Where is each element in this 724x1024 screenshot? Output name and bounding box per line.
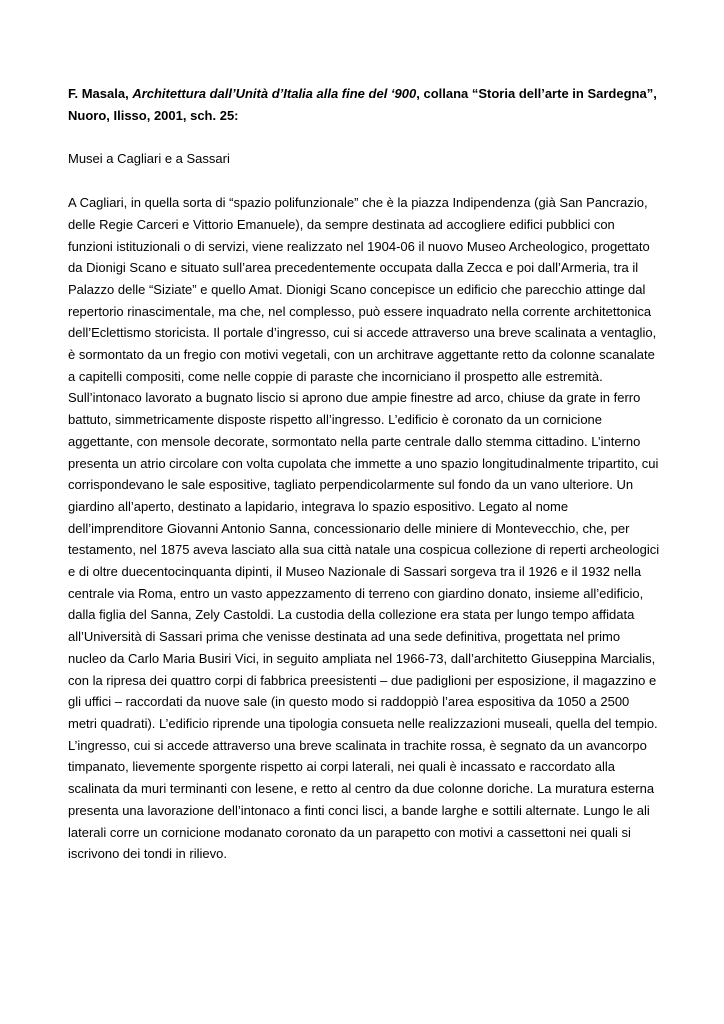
document-page (68, 83, 660, 865)
section-title: Musei a Cagliari e a Sassari (68, 151, 230, 167)
citation-title: Architettura dall’Unità d’Italia alla fine del ‘900 (132, 86, 417, 101)
citation-author: F. Masala, (68, 86, 133, 101)
citation-publication: Nuoro, Ilisso, 2001, sch. 25: (68, 107, 239, 123)
body-paragraph: A Cagliari, in quella sorta di “spazio polifunzionale” che è la piazza Indipendenza (già San Pancrazio, delle Regie Carceri e Vittorio Emanuele), da sempre destinata ad accogliere edifici pubblici con funzioni istituzionali o di servizi, viene realizzato nel 1904-06 il nuovo Museo Archeologico, progettato da Dionigi Scano e situato sull’area precedentemente occupata dalla Zecca e poi dall’Armeria, tra il Palazzo delle “Siziate” e quello Amat. Dionigi Scano concepisce un edificio che parecchio attinge dal repertorio rinascimentale, ma che, nel complesso, può essere inquadrato nella corrente architettonica dell’Eclettismo storicista. Il portale d’ingresso, cui si accede attraverso una breve scalinata a ventaglio, è sormontato da un fregio con motivi vegetali, con un architrave aggettante retto da colonne scanalate a capitelli compositi, come nelle coppie di paraste che incorniciano il prospetto alle estremità. Sull’intonaco lavorato a bugnato liscio si aprono due ampie finestre ad arco, chiuse da grate in ferro battuto, simmetricamente disposte rispetto all’ingresso. L’edificio è coronato da un cornicione aggettante, con mensole decorate, sormontato nella parte centrale dallo stemma cittadino. L’interno presenta un atrio circolare con volta cupolata che immette a uno spazio longitudinalmente tripartito, cui corrispondevano le sale espositive, tagliato perpendicolarmente sul fondo da un vano ulteriore. Un giardino all’aperto, destinato a lapidario, integrava lo spazio espositivo. Legato al nome dell’imprenditore Giovanni Antonio Sanna, concessionario delle miniere di Montevecchio, che, per testamento, nel 1875 aveva lasciato alla sua città natale una cospicua collezione di reperti archeologici e di oltre duecentocinquanta dipinti, il Museo Nazionale di Sassari sorgeva tra il 1926 e il 1932 nella centrale via Roma, entro un vasto appezzamento di terreno con giardino donato, insieme all’edificio, dalla figlia del Sanna, Zely Castoldi. La custodia della collezione era stata per lungo tempo affidata all’Università di Sassari prima che venisse destinata ad una sede definitiva, progettata nel primo nucleo da Carlo Maria Busiri Vici, in seguito ampliata nel 1966-73, dall’architetto Giuseppina Marcialis, con la ripresa dei quattro corpi di fabbrica preesistenti – due padiglioni per esposizione, il magazzino e gli uffici – raccordati da nuove sale (in questo modo si raddoppiò l’area espositiva da 1050 a 2500 metri quadrati). L’edificio riprende una tipologia consueta nelle realizzazioni museali, quella del tempio. L’ingresso, cui si accede attraverso una breve scalinata in trachite rossa, è segnato da un avancorpo timpanato, lievemente sporgente rispetto ai corpi laterali, nei quali è incassato e raccordato alla scalinata da muri terminanti con lesene, e retto al centro da due colonne doriche. La muratura esterna presenta una lavorazione dell’intonaco a finti conci lisci, a bande larghe e sottili alternate. Lungo le ali laterali corre un cornicione modanato coronato da un parapetto con motivi a cassettoni nei quali si iscrivono dei tondi in rilievo. (68, 195, 660, 862)
citation-series: , collana “Storia dell’arte in Sardegna”, (416, 86, 657, 101)
bibliographic-citation (68, 83, 660, 126)
